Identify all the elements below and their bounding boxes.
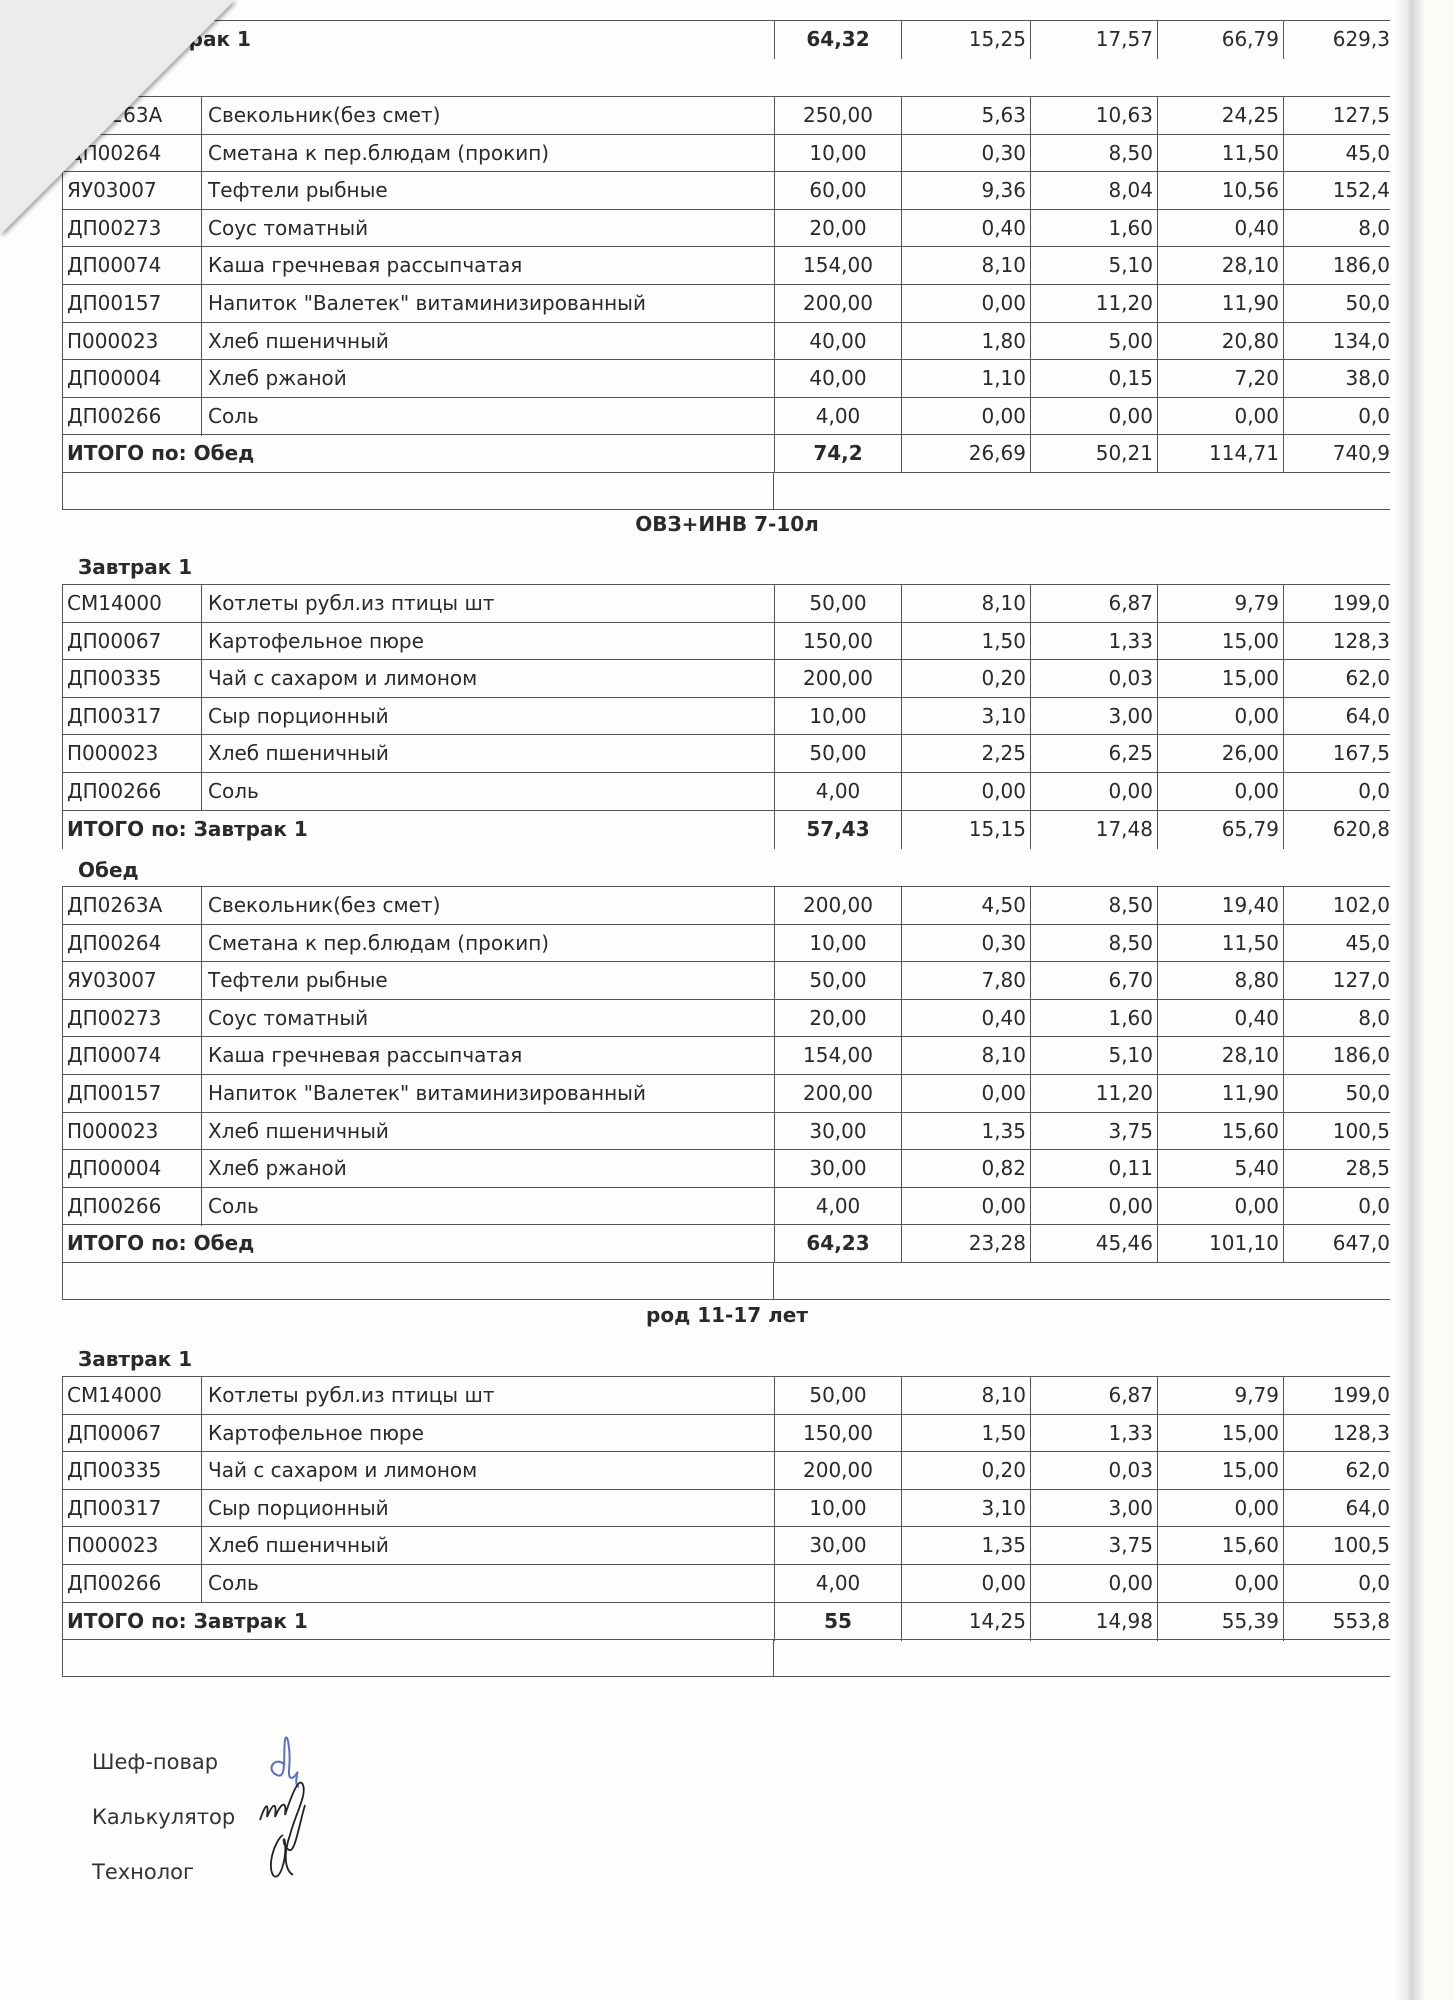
item-carbs: 28,10	[1157, 1037, 1284, 1075]
item-fat: 11,20	[1030, 1075, 1157, 1113]
item-protein: 1,50	[901, 1415, 1030, 1453]
table-row	[62, 397, 1390, 435]
item-name: Котлеты рубл.из птицы шт	[201, 1377, 774, 1415]
table-row	[62, 1036, 1390, 1074]
item-protein: 0,40	[901, 210, 1030, 248]
item-fat: 6,25	[1030, 735, 1157, 773]
total-carbs: 101,10	[1157, 1225, 1284, 1263]
total-fat: 17,48	[1030, 811, 1157, 849]
signature-label-technologist: Технолог	[92, 1860, 195, 1884]
item-carbs: 19,40	[1157, 887, 1284, 925]
item-kcal: 100,5	[1332, 1119, 1390, 1143]
item-protein: 8,10	[901, 1037, 1030, 1075]
item-carbs: 20,80	[1157, 323, 1284, 361]
item-protein: 0,20	[901, 660, 1030, 698]
item-code: П000023	[62, 323, 201, 361]
item-fat: 6,70	[1030, 962, 1157, 1000]
scan-edge-shadow	[1395, 0, 1425, 2000]
item-quantity: 200,00	[774, 887, 901, 925]
item-carbs: 5,40	[1157, 1150, 1284, 1188]
total-protein: 15,25	[901, 21, 1030, 59]
item-protein: 1,50	[901, 623, 1030, 661]
spacer-row	[62, 1262, 1390, 1300]
item-protein: 4,50	[901, 887, 1030, 925]
item-code: П000023	[62, 1113, 201, 1151]
table-row	[62, 772, 1390, 810]
total-qty: 64,23	[774, 1225, 901, 1263]
total-protein: 14,25	[901, 1603, 1030, 1641]
item-code: ДП00074	[62, 247, 201, 285]
item-fat: 5,10	[1030, 1037, 1157, 1075]
item-quantity: 150,00	[774, 623, 901, 661]
total-kcal: 647,0	[1332, 1231, 1390, 1255]
total-row	[62, 20, 1390, 58]
item-quantity: 40,00	[774, 360, 901, 398]
item-name: Сыр порционный	[201, 698, 774, 736]
item-fat: 8,50	[1030, 135, 1157, 173]
item-fat: 1,33	[1030, 623, 1157, 661]
group-title-ovz-inv-7-10: ОВЗ+ИНВ 7-10л	[635, 512, 819, 536]
item-carbs: 8,80	[1157, 962, 1284, 1000]
item-kcal: 62,0	[1345, 1458, 1390, 1482]
item-kcal: 64,0	[1345, 1496, 1390, 1520]
item-carbs: 15,00	[1157, 660, 1284, 698]
item-code: ЯУ03007	[62, 962, 201, 1000]
total-kcal: 629,3	[1332, 27, 1390, 51]
total-qty: 57,43	[774, 811, 901, 849]
item-code: ДП00266	[62, 398, 201, 436]
total-fat: 50,21	[1030, 435, 1157, 473]
item-kcal: 127,5	[1332, 103, 1390, 127]
table-row	[62, 999, 1390, 1037]
item-carbs: 24,25	[1157, 97, 1284, 135]
item-quantity: 20,00	[774, 210, 901, 248]
item-carbs: 0,00	[1157, 1490, 1284, 1528]
item-carbs: 15,00	[1157, 1415, 1284, 1453]
item-protein: 1,35	[901, 1527, 1030, 1565]
item-protein: 8,10	[901, 585, 1030, 623]
total-qty: 55	[774, 1603, 901, 1641]
item-carbs: 11,90	[1157, 1075, 1284, 1113]
item-protein: 0,30	[901, 925, 1030, 963]
item-quantity: 50,00	[774, 962, 901, 1000]
item-kcal: 0,0	[1358, 1571, 1390, 1595]
item-kcal: 199,0	[1332, 591, 1390, 615]
total-kcal: 740,9	[1332, 441, 1390, 465]
item-kcal: 100,5	[1332, 1533, 1390, 1557]
item-name: Соус томатный	[201, 1000, 774, 1038]
item-protein: 0,40	[901, 1000, 1030, 1038]
item-code: ДП00335	[62, 660, 201, 698]
item-carbs: 11,90	[1157, 285, 1284, 323]
item-carbs: 26,00	[1157, 735, 1284, 773]
item-fat: 8,50	[1030, 925, 1157, 963]
item-code: П000023	[62, 735, 201, 773]
item-protein: 0,00	[901, 285, 1030, 323]
total-protein: 23,28	[901, 1225, 1030, 1263]
item-kcal: 0,0	[1358, 779, 1390, 803]
item-protein: 2,25	[901, 735, 1030, 773]
item-carbs: 0,40	[1157, 210, 1284, 248]
item-fat: 1,60	[1030, 1000, 1157, 1038]
item-name: Напиток "Валетек" витаминизированный	[201, 1075, 774, 1113]
item-code: ДП00157	[62, 1075, 201, 1113]
item-carbs: 0,00	[1157, 398, 1284, 436]
item-quantity: 4,00	[774, 773, 901, 811]
item-carbs: 15,60	[1157, 1527, 1284, 1565]
table-row	[62, 924, 1390, 962]
item-protein: 0,00	[901, 398, 1030, 436]
item-code: ДП00157	[62, 285, 201, 323]
item-fat: 1,33	[1030, 1415, 1157, 1453]
item-name: Чай с сахаром и лимоном	[201, 1452, 774, 1490]
scan-margin	[1425, 0, 1454, 2000]
item-name: Соль	[201, 773, 774, 811]
group-title-rod-11-17: род 11-17 лет	[646, 1303, 808, 1327]
item-code: ДП0263А	[62, 97, 201, 135]
item-protein: 9,36	[901, 172, 1030, 210]
table-row	[62, 1376, 1390, 1414]
item-kcal: 186,0	[1332, 253, 1390, 277]
total-row	[62, 810, 1390, 848]
item-kcal: 45,0	[1345, 931, 1390, 955]
item-protein: 5,63	[901, 97, 1030, 135]
total-row	[62, 434, 1390, 472]
total-fat: 17,57	[1030, 21, 1157, 59]
total-protein: 15,15	[901, 811, 1030, 849]
item-carbs: 0,00	[1157, 1565, 1284, 1603]
total-kcal: 620,8	[1332, 817, 1390, 841]
item-carbs: 28,10	[1157, 247, 1284, 285]
item-name: Хлеб пшеничный	[201, 323, 774, 361]
table-row	[62, 134, 1390, 172]
item-quantity: 10,00	[774, 1490, 901, 1528]
item-kcal: 8,0	[1358, 216, 1390, 240]
item-quantity: 200,00	[774, 1075, 901, 1113]
item-code: ДП00273	[62, 210, 201, 248]
item-quantity: 60,00	[774, 172, 901, 210]
item-name: Свекольник(без смет)	[201, 887, 774, 925]
item-code: ДП00317	[62, 698, 201, 736]
item-name: Тефтели рыбные	[201, 172, 774, 210]
item-carbs: 0,00	[1157, 1188, 1284, 1226]
table-row	[62, 1149, 1390, 1187]
total-qty: 74,2	[774, 435, 901, 473]
total-carbs: 66,79	[1157, 21, 1284, 59]
item-fat: 1,60	[1030, 210, 1157, 248]
item-name: Хлеб ржаной	[201, 360, 774, 398]
table-row	[62, 1187, 1390, 1225]
item-carbs: 15,00	[1157, 1452, 1284, 1490]
item-quantity: 4,00	[774, 1188, 901, 1226]
item-fat: 11,20	[1030, 285, 1157, 323]
item-code: ДП00335	[62, 1452, 201, 1490]
item-fat: 0,03	[1030, 660, 1157, 698]
total-row	[62, 1602, 1390, 1640]
item-name: Каша гречневая рассыпчатая	[201, 1037, 774, 1075]
item-kcal: 45,0	[1345, 141, 1390, 165]
item-name: Хлеб пшеничный	[201, 1113, 774, 1151]
item-name: Хлеб пшеничный	[201, 735, 774, 773]
item-name: Котлеты рубл.из птицы шт	[201, 585, 774, 623]
item-name: Соус томатный	[201, 210, 774, 248]
item-fat: 6,87	[1030, 1377, 1157, 1415]
item-code: ДП00273	[62, 1000, 201, 1038]
meal-label-breakfast: Завтрак 1	[78, 1347, 193, 1371]
total-carbs: 65,79	[1157, 811, 1284, 849]
item-quantity: 10,00	[774, 698, 901, 736]
item-carbs: 15,00	[1157, 623, 1284, 661]
item-quantity: 154,00	[774, 1037, 901, 1075]
table-row	[62, 1414, 1390, 1452]
spacer-row	[62, 1639, 1390, 1677]
table-row	[62, 886, 1390, 924]
item-carbs: 11,50	[1157, 925, 1284, 963]
item-fat: 5,00	[1030, 323, 1157, 361]
total-label: ИТОГО по: Завтрак 1	[62, 811, 774, 849]
total-label: ИТОГО по: Завтрак 1	[62, 1603, 774, 1641]
table-row	[62, 659, 1390, 697]
table-row	[62, 622, 1390, 660]
item-fat: 0,03	[1030, 1452, 1157, 1490]
item-kcal: 0,0	[1358, 1194, 1390, 1218]
item-kcal: 102,0	[1332, 893, 1390, 917]
item-protein: 7,80	[901, 962, 1030, 1000]
item-name: Сметана к пер.блюдам (прокип)	[201, 135, 774, 173]
item-name: Картофельное пюре	[201, 623, 774, 661]
item-protein: 0,00	[901, 773, 1030, 811]
table-row	[62, 284, 1390, 322]
item-quantity: 154,00	[774, 247, 901, 285]
item-kcal: 127,0	[1332, 968, 1390, 992]
table-row	[62, 734, 1390, 772]
item-fat: 0,00	[1030, 1565, 1157, 1603]
item-kcal: 186,0	[1332, 1043, 1390, 1067]
item-carbs: 9,79	[1157, 1377, 1284, 1415]
item-fat: 0,00	[1030, 773, 1157, 811]
item-quantity: 200,00	[774, 285, 901, 323]
item-fat: 8,04	[1030, 172, 1157, 210]
item-kcal: 128,3	[1332, 629, 1390, 653]
item-kcal: 28,5	[1345, 1156, 1390, 1180]
item-carbs: 7,20	[1157, 360, 1284, 398]
item-fat: 5,10	[1030, 247, 1157, 285]
item-quantity: 4,00	[774, 398, 901, 436]
item-code: ДП00074	[62, 1037, 201, 1075]
item-code: ДП00067	[62, 623, 201, 661]
total-kcal: 553,8	[1332, 1609, 1390, 1633]
item-name: Свекольник(без смет)	[201, 97, 774, 135]
item-quantity: 20,00	[774, 1000, 901, 1038]
item-fat: 0,11	[1030, 1150, 1157, 1188]
table-row	[62, 209, 1390, 247]
total-row	[62, 1224, 1390, 1262]
item-quantity: 40,00	[774, 323, 901, 361]
item-quantity: 200,00	[774, 1452, 901, 1490]
table-row	[62, 1451, 1390, 1489]
item-quantity: 30,00	[774, 1527, 901, 1565]
item-name: Соль	[201, 1188, 774, 1226]
item-code: ДП00266	[62, 1188, 201, 1226]
item-quantity: 50,00	[774, 1377, 901, 1415]
item-code: ДП00004	[62, 360, 201, 398]
item-name: Картофельное пюре	[201, 1415, 774, 1453]
spacer-row	[62, 472, 1390, 510]
item-name: Каша гречневая рассыпчатая	[201, 247, 774, 285]
item-carbs: 0,40	[1157, 1000, 1284, 1038]
item-name: Напиток "Валетек" витаминизированный	[201, 285, 774, 323]
item-kcal: 0,0	[1358, 404, 1390, 428]
table-row	[62, 961, 1390, 999]
table-row	[62, 1564, 1390, 1602]
item-protein: 0,00	[901, 1565, 1030, 1603]
item-kcal: 152,4	[1332, 178, 1390, 202]
table-row	[62, 96, 1390, 134]
item-quantity: 150,00	[774, 1415, 901, 1453]
item-quantity: 30,00	[774, 1113, 901, 1151]
item-kcal: 38,0	[1345, 366, 1390, 390]
item-carbs: 0,00	[1157, 773, 1284, 811]
item-name: Соль	[201, 1565, 774, 1603]
item-kcal: 128,3	[1332, 1421, 1390, 1445]
item-protein: 0,20	[901, 1452, 1030, 1490]
item-protein: 3,10	[901, 698, 1030, 736]
item-quantity: 30,00	[774, 1150, 901, 1188]
item-code: ДП00264	[62, 925, 201, 963]
total-label: ИТОГО по: Обед	[62, 435, 774, 473]
item-fat: 6,87	[1030, 585, 1157, 623]
item-carbs: 9,79	[1157, 585, 1284, 623]
item-fat: 8,50	[1030, 887, 1157, 925]
total-carbs: 114,71	[1157, 435, 1284, 473]
item-fat: 3,00	[1030, 698, 1157, 736]
item-name: Сыр порционный	[201, 1490, 774, 1528]
item-name: Чай с сахаром и лимоном	[201, 660, 774, 698]
item-code: ДП00264	[62, 135, 201, 173]
table-row	[62, 584, 1390, 622]
table-row	[62, 171, 1390, 209]
item-protein: 8,10	[901, 1377, 1030, 1415]
table-row	[62, 1489, 1390, 1527]
item-fat: 3,75	[1030, 1113, 1157, 1151]
item-kcal: 64,0	[1345, 704, 1390, 728]
table-row	[62, 246, 1390, 284]
total-fat: 45,46	[1030, 1225, 1157, 1263]
total-carbs: 55,39	[1157, 1603, 1284, 1641]
item-protein: 0,30	[901, 135, 1030, 173]
item-fat: 0,00	[1030, 398, 1157, 436]
meal-label-lunch: ед	[110, 66, 140, 90]
item-carbs: 15,60	[1157, 1113, 1284, 1151]
table-row	[62, 697, 1390, 735]
item-code: ДП00317	[62, 1490, 201, 1528]
item-code: ДП00266	[62, 1565, 201, 1603]
table-row	[62, 322, 1390, 360]
item-fat: 10,63	[1030, 97, 1157, 135]
item-carbs: 10,56	[1157, 172, 1284, 210]
table-row	[62, 359, 1390, 397]
item-protein: 1,35	[901, 1113, 1030, 1151]
signature-label-chef: Шеф-повар	[92, 1750, 219, 1774]
item-quantity: 10,00	[774, 925, 901, 963]
item-kcal: 50,0	[1345, 1081, 1390, 1105]
handwritten-signatures	[255, 1725, 355, 1885]
item-protein: 0,00	[901, 1188, 1030, 1226]
total-qty: 64,32	[774, 21, 901, 59]
item-protein: 3,10	[901, 1490, 1030, 1528]
item-protein: 8,10	[901, 247, 1030, 285]
table-row	[62, 1526, 1390, 1564]
item-fat: 3,00	[1030, 1490, 1157, 1528]
item-carbs: 0,00	[1157, 698, 1284, 736]
item-name: Хлеб пшеничный	[201, 1527, 774, 1565]
item-code: ДП00266	[62, 773, 201, 811]
item-name: Соль	[201, 398, 774, 436]
item-quantity: 50,00	[774, 735, 901, 773]
item-code: СМ14000	[62, 1377, 201, 1415]
item-quantity: 10,00	[774, 135, 901, 173]
item-fat: 3,75	[1030, 1527, 1157, 1565]
item-protein: 0,00	[901, 1075, 1030, 1113]
item-name: Сметана к пер.блюдам (прокип)	[201, 925, 774, 963]
folded-corner	[0, 0, 235, 235]
total-label: о: Завтрак 1	[62, 21, 774, 59]
signature-label-calculator: Калькулятор	[92, 1805, 236, 1829]
item-carbs: 11,50	[1157, 135, 1284, 173]
meal-label-breakfast: Завтрак 1	[78, 555, 193, 579]
item-protein: 1,80	[901, 323, 1030, 361]
item-name: Хлеб ржаной	[201, 1150, 774, 1188]
item-code: ЯУ03007	[62, 172, 201, 210]
item-code: П000023	[62, 1527, 201, 1565]
item-fat: 0,15	[1030, 360, 1157, 398]
item-kcal: 167,5	[1332, 741, 1390, 765]
item-quantity: 250,00	[774, 97, 901, 135]
item-code: СМ14000	[62, 585, 201, 623]
item-code: ДП00067	[62, 1415, 201, 1453]
item-code: ДП0263А	[62, 887, 201, 925]
item-quantity: 200,00	[774, 660, 901, 698]
item-protein: 1,10	[901, 360, 1030, 398]
item-code: ДП00004	[62, 1150, 201, 1188]
item-kcal: 134,0	[1332, 329, 1390, 353]
table-row	[62, 1112, 1390, 1150]
item-quantity: 4,00	[774, 1565, 901, 1603]
item-kcal: 62,0	[1345, 666, 1390, 690]
item-fat: 0,00	[1030, 1188, 1157, 1226]
item-kcal: 8,0	[1358, 1006, 1390, 1030]
item-protein: 0,82	[901, 1150, 1030, 1188]
total-fat: 14,98	[1030, 1603, 1157, 1641]
item-kcal: 50,0	[1345, 291, 1390, 315]
item-quantity: 50,00	[774, 585, 901, 623]
total-protein: 26,69	[901, 435, 1030, 473]
meal-label-lunch: Обед	[78, 858, 139, 882]
total-label: ИТОГО по: Обед	[62, 1225, 774, 1263]
item-kcal: 199,0	[1332, 1383, 1390, 1407]
item-name: Тефтели рыбные	[201, 962, 774, 1000]
table-row	[62, 1074, 1390, 1112]
